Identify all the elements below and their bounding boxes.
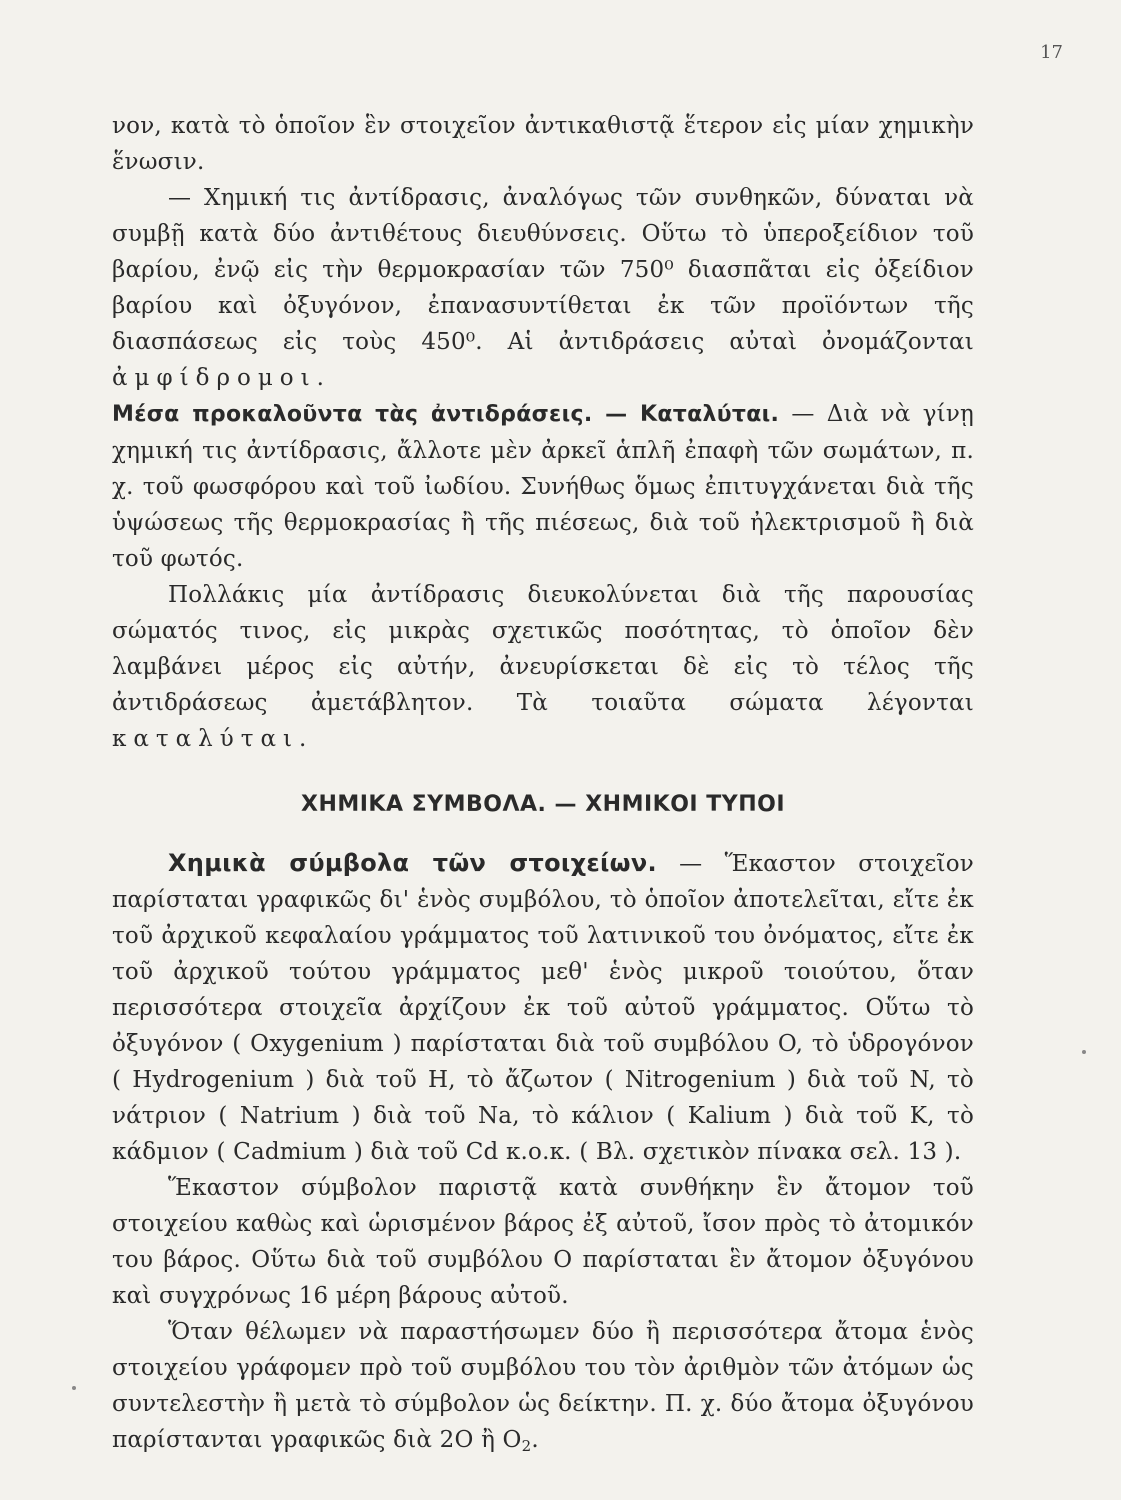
paragraph-text: Ἕκαστον σύμβολον παριστᾷ κατὰ συνθήκην ἓν ἄτομον τοῦ στοιχείου καθὼς καὶ ὡρισμένον βάρος ἐξ αὐτοῦ, ἴσον πρὸς τὸ ἀτομικόν του βάρος. Οὕτω διὰ τοῦ συμβόλου O παρίσταται ἓν ἄτομον ὀξυγόνου καὶ συγχρόνως 16 μέρη βάρους αὐτοῦ. <box>112 1175 974 1309</box>
paragraph-text: — Διὰ νὰ γίνῃ χημική τις ἀντίδρασις, ἄλλοτε μὲν ἀρκεῖ ἁπλῆ ἐπαφὴ τῶν σωμάτων, π. χ. τοῦ φωσφόρου καὶ τοῦ ἰωδίου. Συνήθως ὅμως ἐπιτυγχάνεται διὰ τῆς ὑψώσεως τῆς θερμοκρασίας ἢ τῆς πιέσεως, διὰ τοῦ ἠλεκτρισμοῦ ἢ διὰ τοῦ φωτός. <box>112 401 975 572</box>
section-heading: ΧΗΜΙΚΑ ΣΥΜΒΟΛΑ. — ΧΗΜΙΚΟΙ ΤΥΠΟΙ <box>300 792 786 817</box>
term-spaced: καταλύται. <box>112 726 314 752</box>
body-text <box>112 108 974 1458</box>
subscript: 2 <box>521 1437 532 1455</box>
paragraph-text: νον, κατὰ τὸ ὁποῖον ἓν στοιχεῖον ἀντικαθιστᾷ ἕτερον εἰς μίαν χημικὴν ἕνωσιν. <box>112 113 974 175</box>
page-number: 17 <box>1040 42 1063 63</box>
paragraph-text: Ὅταν θέλωμεν νὰ παραστήσωμεν δύο ἢ περισσότερα ἄτομα ἑνὸς στοιχείου γράφομεν πρὸ τοῦ συμβόλου του τὸν ἀριθμὸν τῶν ἀτόμων ὡς συντελεστὴν ἢ μετὰ τὸ σύμβολον ὡς δείκτην. Π. χ. δύο ἄτομα ὀξυγόνου παρίστανται γραφικῶς διὰ 2O ἢ O <box>112 1319 974 1453</box>
scan-speck <box>1082 1050 1086 1054</box>
paragraph-text: — Ἕκαστον στοιχεῖον παρίσταται γραφικῶς δι' ἑνὸς συμβόλου, τὸ ὁποῖον ἀποτελεῖται, εἴτε ἐκ τοῦ ἀρχικοῦ κεφαλαίου γράμματος τοῦ λατινικοῦ του ὀνόματος, εἴτε ἐκ τοῦ ἀρχικοῦ τούτου γράμματος μεθ' ἑνὸς μικροῦ τοιούτου, ὅταν περισσότερα στοιχεῖα ἀρχίζουν ἐκ τοῦ αὐτοῦ γράμματος. Οὕτω τὸ ὀξυγόνον ( Oxygenium ) παρίσταται διὰ τοῦ συμβόλου O, τὸ ὑδρογόνον ( Hydrogenium ) διὰ τοῦ H, τὸ ἄζωτον ( Nitrogenium ) διὰ τοῦ N, τὸ νάτριον ( Natrium ) διὰ τοῦ Na, τὸ κάλιον ( Kalium ) διὰ τοῦ K, τὸ κάδμιον ( Cadmium ) διὰ τοῦ Cd κ.ο.κ. ( Βλ. σχετικὸν πίνακα σελ. 13 ). <box>112 851 974 1165</box>
paragraph-continuation <box>112 108 974 180</box>
run-in-heading: Μέσα προκαλοῦντα τὰς ἀντιδράσεις. — Καταλύται. <box>112 402 780 427</box>
paragraph-coefficients <box>112 1314 974 1458</box>
scan-speck <box>72 1386 76 1390</box>
paragraph-amphidromoi <box>112 180 974 396</box>
run-in-heading: Χημικὰ σύμβολα τῶν στοιχείων. <box>168 849 657 877</box>
paragraph-text: — Χημική τις ἀντίδρασις, ἀναλόγως τῶν συνθηκῶν, δύναται νὰ συμβῇ κατὰ δύο ἀντιθέτους διευθύνσεις. Οὕτω τὸ ὑπεροξείδιον τοῦ βαρίου, ἐνῷ εἰς τὴν θερμοκρασίαν τῶν 750⁰ διασπᾶται εἰς ὀξείδιον βαρίου καὶ ὀξυγόνον, ἐπανασυντίθεται ἐκ τῶν προϊόντων τῆς διασπάσεως εἰς τοὺς 450⁰. Αἱ ἀντιδράσεις αὐταὶ ὀνομάζονται <box>112 185 974 355</box>
paragraph-catalysts-intro <box>112 396 974 577</box>
paragraph-atomic-weight <box>112 1170 974 1314</box>
paragraph-tail: . <box>531 1427 539 1453</box>
paragraph-symbols <box>112 845 974 1170</box>
paragraph-text: Πολλάκις μία ἀντίδρασις διευκολύνεται διὰ τῆς παρουσίας σώματός τινος, εἰς μικρὰς σχετικῶς ποσότητας, τὸ ὁποῖον δὲν λαμβάνει μέρος εἰς αὐτήν, ἀνευρίσκεται δὲ εἰς τὸ τέλος τῆς ἀντιδράσεως ἀμετάβλητον. Τὰ τοιαῦτα σώματα λέγονται <box>112 582 974 716</box>
paragraph-catalysts <box>112 577 974 757</box>
term-spaced: ἀμφίδρομοι. <box>112 365 331 391</box>
